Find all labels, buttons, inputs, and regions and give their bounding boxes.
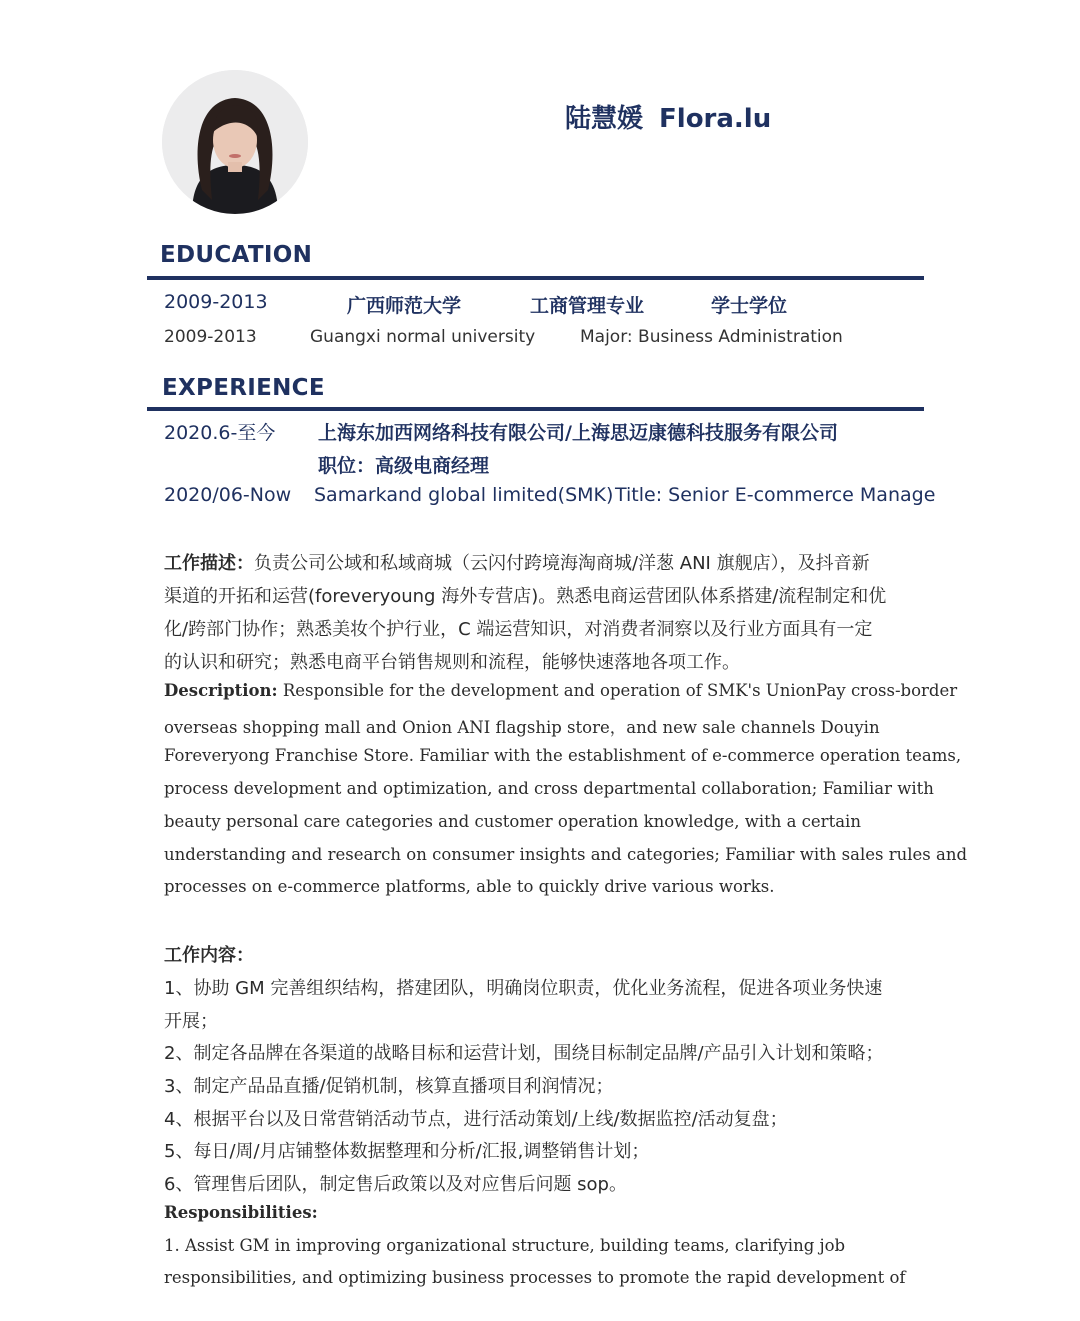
experience-company-cn: 上海东加西网络科技有限公司/上海思迈康德科技服务有限公司 <box>318 422 838 444</box>
description-en-line: overseas shopping mall and Onion ANI flagship store，and new sale channels Douyin <box>164 718 880 737</box>
description-en-line: process development and optimization, and cross departmental collaboration; Familiar with <box>164 779 934 798</box>
experience-period-cn: 2020.6-至今 <box>164 422 276 444</box>
work-content-item: 5、每日/周/月店铺整体数据整理和分析/汇报,调整销售计划； <box>164 1141 650 1162</box>
education-major-en: Major: Business Administration <box>580 327 843 347</box>
experience-company-en: Samarkand global limited(SMK) <box>314 484 614 506</box>
education-degree-cn: 学士学位 <box>711 295 788 317</box>
work-content-item: 6、管理售后团队，制定售后政策以及对应售后问题 sop。 <box>164 1174 627 1195</box>
experience-position-cn: 职位：高级电商经理 <box>318 455 490 477</box>
education-heading: EDUCATION <box>160 242 313 268</box>
description-en-label: Description: <box>164 681 278 700</box>
profile-name <box>565 98 771 135</box>
work-content-item: 开展； <box>164 1011 218 1032</box>
education-divider <box>147 276 924 280</box>
education-school-en: Guangxi normal university <box>310 327 536 347</box>
description-en-line: Description: Responsible for the development and operation of SMK's UnionPay cross-border <box>164 681 958 700</box>
profile-photo <box>162 70 308 214</box>
description-cn-label: 工作描述： <box>164 553 254 574</box>
description-en-line: understanding and research on consumer insights and categories; Familiar with sales rules and <box>164 845 968 864</box>
responsibilities-label: Responsibilities: <box>164 1203 318 1222</box>
education-school-cn: 广西师范大学 <box>347 295 462 317</box>
description-en-line: processes on e-commerce platforms, able to quickly drive various works. <box>164 877 775 896</box>
experience-position-en: Title: Senior E-commerce Manage <box>615 484 936 506</box>
description-en-line: beauty personal care categories and customer operation knowledge, with a certain <box>164 812 861 831</box>
experience-divider <box>147 407 924 411</box>
responsibilities-line: 1. Assist GM in improving organizational structure, building teams, clarifying job <box>164 1236 846 1255</box>
education-years-en: 2009-2013 <box>164 327 257 347</box>
name-chinese: 陆慧媛 <box>565 104 644 134</box>
work-content-item: 2、制定各品牌在各渠道的战略目标和运营计划，围绕目标制定品牌/产品引入计划和策略； <box>164 1043 884 1064</box>
description-cn-line: 化/跨部门协作；熟悉美妆个护行业，C 端运营知识，对消费者洞察以及行业方面具有一定 <box>164 619 873 640</box>
responsibilities-line: responsibilities, and optimizing business processes to promote the rapid development of <box>164 1268 906 1287</box>
name-english: Flora.lu <box>659 104 772 134</box>
work-content-item: 4、根据平台以及日常营销活动节点，进行活动策划/上线/数据监控/活动复盘； <box>164 1109 788 1130</box>
education-years-cn: 2009-2013 <box>164 291 268 313</box>
description-cn-line: 工作描述：负责公司公域和私域商城（云闪付跨境海淘商城/洋葱 ANI 旗舰店），及抖音新 <box>164 553 870 574</box>
work-content-item: 1、协助 GM 完善组织结构，搭建团队，明确岗位职责，优化业务流程，促进各项业务快速 <box>164 978 883 999</box>
experience-heading: EXPERIENCE <box>162 375 325 401</box>
work-content-label: 工作内容： <box>164 945 254 966</box>
experience-period-en: 2020/06-Now <box>164 484 292 506</box>
description-en-line: Foreveryong Franchise Store. Familiar with the establishment of e-commerce operation teams, <box>164 746 962 765</box>
education-major-cn: 工商管理专业 <box>530 295 645 317</box>
description-cn-line: 渠道的开拓和运营(foreveryoung 海外专营店)。熟悉电商运营团队体系搭建/流程制定和优 <box>164 586 887 607</box>
description-cn-line: 的认识和研究；熟悉电商平台销售规则和流程，能够快速落地各项工作。 <box>164 652 740 673</box>
work-content-item: 3、制定产品品直播/促销机制，核算直播项目利润情况； <box>164 1076 614 1097</box>
portrait-illustration <box>162 70 308 214</box>
